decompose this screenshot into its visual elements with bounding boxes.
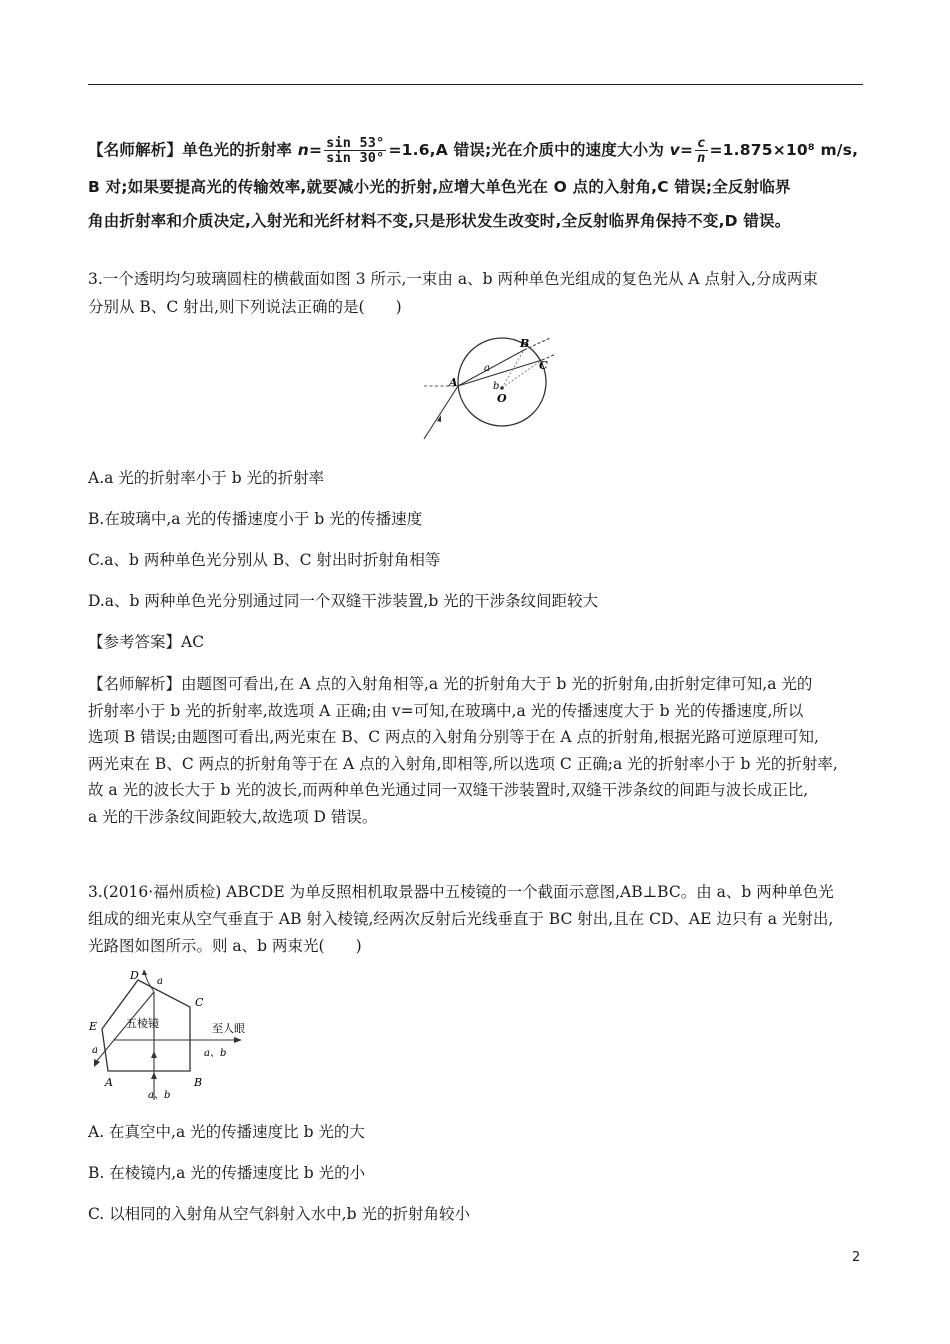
equals-sign: = (308, 141, 323, 159)
q3-option-a[interactable]: A.a 光的折射率小于 b 光的折射率 (88, 469, 325, 487)
prev-analysis (88, 136, 866, 234)
prev-analysis-line-3: 角由折射率和介质决定,入射光和光纤材料不变,只是形状发生改变时,全反射临界角保持不变,D 错误。 (88, 212, 791, 230)
label-A: A (449, 376, 458, 389)
header-rule (88, 84, 863, 85)
q3b-option-c[interactable]: C. 以相同的入射角从空气斜射入水中,b 光的折射角较小 (88, 1205, 470, 1223)
label-a-left: a (92, 1045, 98, 1056)
label-B: B (520, 337, 530, 350)
label-to-eye: 至人眼 (212, 1022, 245, 1035)
prev-analysis-line-1 (88, 136, 866, 164)
fraction-numerator: sin 53° (326, 135, 385, 151)
fraction-denominator: sin 30° (326, 150, 385, 166)
symbol-v: v (669, 141, 680, 159)
q3-analysis-line: 选项 B 错误;由题图可看出,两光束在 B、C 两点的入射角分别等于在 A 点的折射角,根据光路可逆原理可知, (88, 728, 819, 746)
label-C: C (195, 996, 204, 1009)
ray-b (458, 360, 542, 386)
leak-arrow-top-icon (142, 970, 147, 975)
equals-sign: = (679, 141, 694, 159)
radius-oc (502, 360, 542, 388)
q3-analysis-line: a 光的干涉条纹间距较大,故选项 D 错误。 (88, 807, 378, 826)
label-a-top: a (157, 976, 163, 987)
q3b-option-a[interactable]: A. 在真空中,a 光的传播速度比 b 光的大 (88, 1123, 365, 1141)
q3-analysis-line: 故 a 光的波长大于 b 光的波长,而两种单色光通过同一双缝干涉装置时,双缝干涉条纹的间距与波长成正比, (88, 781, 809, 799)
label-b: b (493, 381, 500, 392)
label-A: A (105, 1076, 113, 1089)
label-ab-in: a、b (148, 1090, 171, 1101)
q3-analysis-line: 折射率小于 b 光的折射率,故选项 A 正确;由 v=可知,在玻璃中,a 光的传播速度大于 b 光的传播速度,所以 (88, 701, 804, 720)
label-O: O (497, 392, 507, 405)
label-prism: 五棱镜 (126, 1017, 159, 1030)
q3-analysis-line: 【名师解析】由题图可看出,在 A 点的入射角相等,a 光的折射角大于 b 光的折射角,由折射定律可知,a 光的 (88, 675, 813, 693)
question-3b-stem-line-3: 光路图如图所示。则 a、b 两束光( ) (88, 937, 362, 955)
analysis-text: =1.875×10⁸ m/s, (709, 141, 859, 159)
label-ab-out: a、b (204, 1048, 227, 1059)
fraction-sin (324, 136, 386, 165)
question-3b-stem-line-1: 3.(2016·福州质检) ABCDE 为单反照相机取景器中五棱镜的一个截面示意图,AB⊥BC。由 a、b 两种单色光 (88, 883, 834, 901)
incoming-arrow-icon (151, 1072, 157, 1079)
output-arrow-icon (234, 1037, 242, 1043)
label-a: a (484, 363, 490, 374)
label-C: C (539, 359, 548, 372)
q3-option-c[interactable]: C.a、b 两种单色光分别从 B、C 射出时折射角相等 (88, 551, 441, 569)
label-B: B (194, 1076, 203, 1089)
figure-3-cylinder (418, 336, 558, 444)
figure-pentaprism (84, 970, 264, 1102)
ray-a (458, 350, 524, 386)
fraction-denominator: n (697, 150, 706, 166)
question-3b-stem (88, 879, 866, 959)
prev-analysis-line-2: B 对;如果要提高光的传输效率,就要减小光的折射,应增大单色光在 O 点的入射角,C 错误;全反射临界 (88, 178, 791, 196)
label-D: D (130, 970, 139, 982)
analysis-text: 单色光的折射率 (182, 141, 298, 159)
label-E: E (89, 1020, 98, 1033)
question-3-stem-line-1: 3.一个透明均匀玻璃圆柱的横截面如图 3 所示,一束由 a、b 两种单色光组成的复色光从 A 点射入,分成两束 (88, 270, 818, 288)
inner-arrow-icon (151, 1051, 157, 1058)
leak-ray-left (96, 1040, 114, 1062)
reflected-ray-1 (114, 992, 154, 1040)
q3-analysis-line: 两光束在 B、C 两点的折射角等于在 A 点的入射角,即相等,所以选项 C 正确;a 光的折射率小于 b 光的折射率, (88, 754, 838, 773)
q3-option-d[interactable]: D.a、b 两种单色光分别通过同一个双缝干涉装置,b 光的干涉条纹间距较大 (88, 592, 599, 610)
center-point (500, 386, 504, 390)
symbol-n: n (297, 141, 309, 159)
q3-analysis (88, 671, 866, 830)
fraction-c-n (695, 136, 707, 165)
analysis-tag: 【名师解析】 (88, 141, 183, 159)
incident-ray (424, 386, 458, 439)
question-3-stem-line-2: 分别从 B、C 射出,则下列说法正确的是( ) (88, 298, 402, 316)
leak-ray-top (148, 982, 154, 992)
question-3-stem (88, 266, 866, 320)
q3b-option-b[interactable]: B. 在棱镜内,a 光的传播速度比 b 光的小 (88, 1164, 366, 1182)
page-number: 2 (852, 1250, 861, 1265)
question-3b-stem-line-2: 组成的细光束从空气垂直于 AB 射入棱镜,经两次反射后光线垂直于 BC 射出,且在 CD、AE 边只有 a 光射出, (88, 910, 834, 928)
fraction-numerator: c (697, 135, 706, 151)
q3-option-b[interactable]: B.在玻璃中,a 光的传播速度小于 b 光的传播速度 (88, 510, 423, 528)
q3-answer: 【参考答案】AC (88, 633, 205, 651)
analysis-text: =1.6,A 错误;光在介质中的速度大小为 (388, 141, 670, 159)
